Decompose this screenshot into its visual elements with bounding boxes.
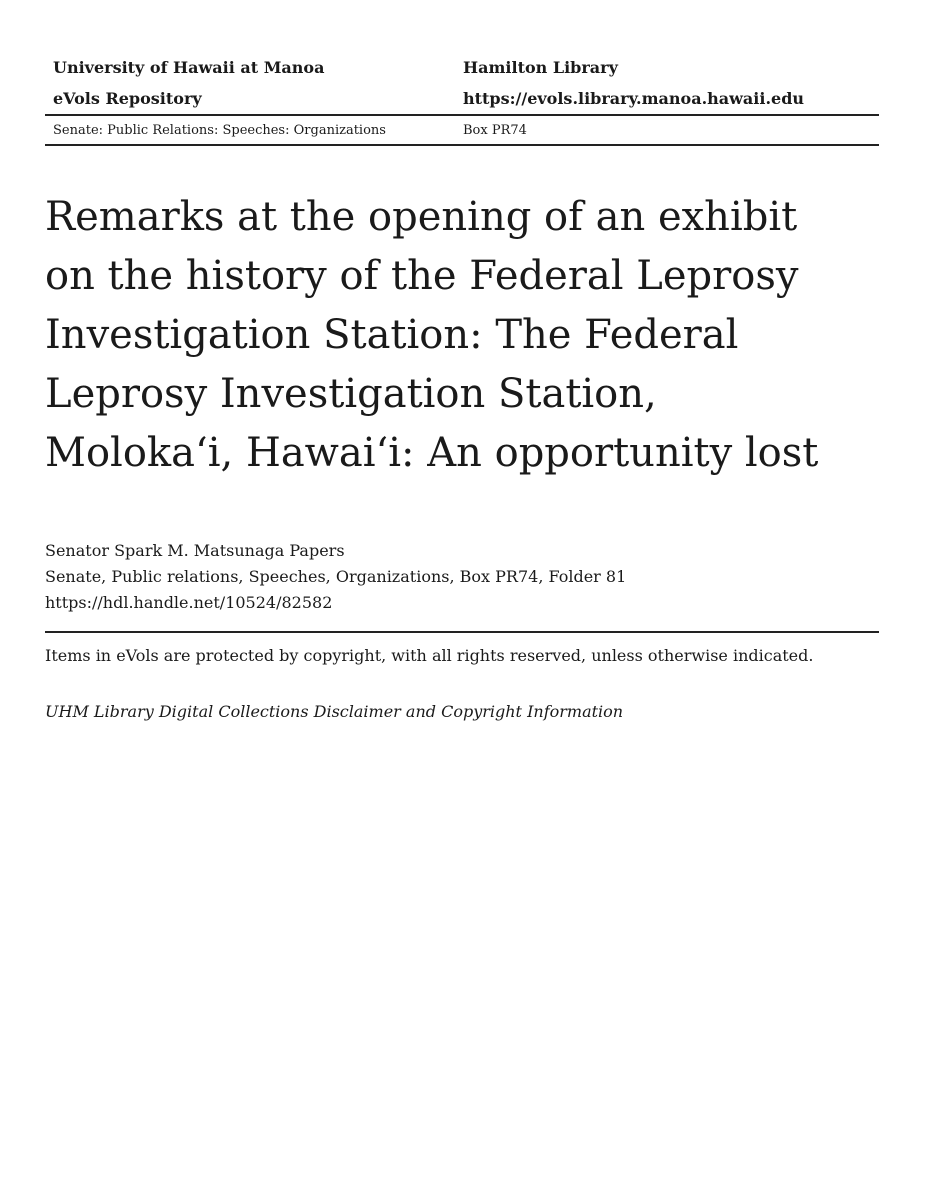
collection-path: Senate: Public Relations: Speeches: Organizations [53,122,386,138]
header-row-2 [45,83,879,114]
document-title [45,188,879,483]
repository-header [45,52,879,146]
disclaimer-link[interactable]: UHM Library Digital Collections Disclaimer and Copyright Information [45,702,624,721]
header-row-3 [45,116,879,144]
library-name: Hamilton Library [463,58,618,77]
handle-link[interactable]: https://hdl.handle.net/10524/82582 [45,593,333,612]
institution-name: University of Hawaii at Manoa [53,58,325,77]
folder-location: Senate, Public relations, Speeches, Organizations, Box PR74, Folder 81 [45,567,627,586]
repository-name: eVols Repository [53,89,202,108]
collection-name: Senator Spark M. Matsunaga Papers [45,541,345,560]
title-line: Investigation Station: The Federal [45,312,739,358]
title-line: Moloka‘i, Hawai‘i: An opportunity lost [45,430,819,476]
repository-url[interactable]: https://evols.library.manoa.hawaii.edu [463,89,805,108]
metadata-divider [45,631,879,633]
title-line: on the history of the Federal Leprosy [45,253,799,299]
box-label: Box PR74 [463,122,527,138]
copyright-notice: Items in eVols are protected by copyright, with all rights reserved, unless otherwise indicated. [45,646,814,665]
header-divider-bottom [45,144,879,146]
title-line: Leprosy Investigation Station, [45,371,657,417]
header-row-1 [45,52,879,83]
document-metadata [45,538,879,616]
title-line: Remarks at the opening of an exhibit [45,194,798,240]
